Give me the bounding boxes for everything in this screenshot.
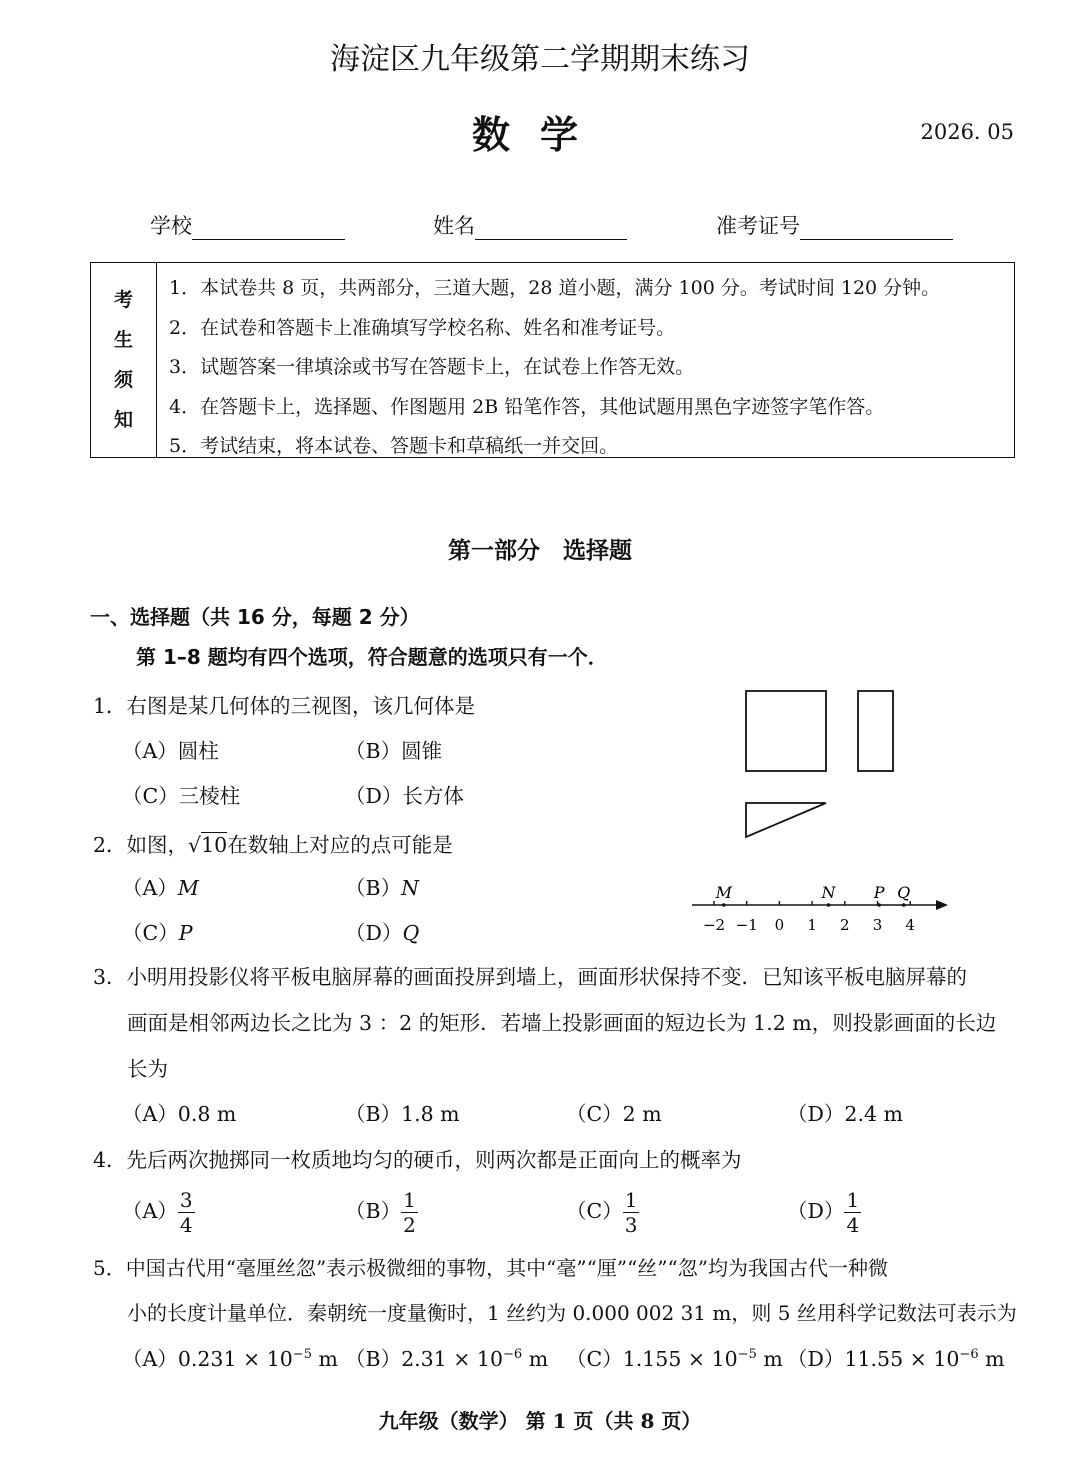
exam-date: 2026. 05 — [920, 120, 1014, 144]
side-view-rectangle — [858, 691, 893, 771]
number-line-tick-label: −2 — [702, 916, 726, 934]
q2-option-b[interactable]: （B）N — [345, 876, 420, 900]
notice-item: 2．在试卷和答题卡上准确填写学校名称、姓名和准考证号。 — [169, 316, 676, 339]
q2-option-c[interactable]: （C）P — [122, 921, 193, 945]
notice-item: 1．本试卷共 8 页，共两部分，三道大题，28 道小题，满分 100 分。考试时间 120 分钟。 — [169, 277, 941, 299]
q2-option-d[interactable]: （D）Q — [345, 921, 420, 945]
q3-line-2: 画面是相邻两边长之比为 3 ：2 的矩形．若墙上投影画面的短边长为 1.2 m，则投影画面的长边 — [127, 1011, 997, 1035]
sqrt-symbol: √ — [188, 833, 202, 857]
school-field — [150, 210, 345, 240]
q2-option-a[interactable]: （A）M — [122, 876, 199, 900]
sqrt-radicand: 10 — [201, 833, 228, 857]
number-line-point — [722, 903, 726, 907]
section-note: 第 1–8 题均有四个选项，符合题意的选项只有一个． — [136, 645, 608, 669]
number-line — [688, 878, 953, 938]
number-line-point-label: Q — [897, 883, 911, 902]
name-field — [433, 210, 627, 240]
q4-option-c[interactable]: （C） $\frac{1}{3}$ — [566, 1188, 638, 1237]
section-title: 一、选择题（共 16 分，每题 2 分） — [90, 605, 420, 629]
notice-label: 考 生 须 知 — [91, 263, 157, 457]
three-view-figure — [740, 685, 900, 845]
q1-option-c[interactable]: （C）三棱柱 — [122, 784, 241, 808]
number-line-point — [827, 903, 831, 907]
number-line-point — [902, 903, 906, 907]
q5-option-b[interactable]: $(B)2.31 \times 10^{-6}$ m — [345, 1347, 549, 1371]
q5-option-d[interactable]: $(D)11.55 \times 10^{-6}$ m — [787, 1347, 1005, 1371]
top-view-triangle — [746, 803, 826, 837]
number-line-tick-label: −1 — [735, 916, 758, 934]
q4-option-b[interactable]: （B） $\frac{1}{2}$ — [345, 1188, 416, 1237]
number-line-tick-label: 3 — [872, 916, 883, 934]
notice-item: 4．在答题卡上，选择题、作图题用 2B 铅笔作答，其他试题用黑色字迹签字笔作答。 — [169, 395, 885, 418]
q3-option-d[interactable]: （D）2.4 m — [787, 1102, 903, 1126]
exam-title: 海淀区九年级第二学期期末练习 — [330, 42, 750, 77]
notice-box — [90, 262, 1015, 458]
notice-item: 3．试题答案一律填涂或书写在答题卡上，在试卷上作答无效。 — [169, 356, 695, 378]
number-line-arrow — [936, 900, 948, 910]
q3-line-1: 3．小明用投影仪将平板电脑屏幕的画面投屏到墙上，画面形状保持不变．已知该平板电脑屏幕的 — [93, 965, 968, 989]
q3-line-3: 长为 — [127, 1057, 168, 1081]
q5-option-a[interactable]: $(A)0.231 \times 10^{-5}$ m — [122, 1347, 338, 1371]
front-view-square — [746, 691, 826, 771]
number-line-point — [877, 903, 881, 907]
subject-title: 数学 — [471, 112, 608, 157]
q4-option-d[interactable]: （D） $\frac{1}{4}$ — [787, 1188, 860, 1237]
q1-option-b[interactable]: （B）圆锥 — [345, 739, 443, 763]
part-title: 第一部分 选择题 — [448, 538, 632, 564]
exam-id-label: 准考证号 — [716, 214, 800, 238]
fraction: $\frac{3}{4}$ — [179, 1188, 193, 1237]
fraction: $\frac{1}{3}$ — [624, 1188, 638, 1237]
q3-option-c[interactable]: （C）2 m — [566, 1102, 662, 1126]
number-line-point-label: P — [873, 883, 885, 902]
q5-option-c[interactable]: $(C)1.155 \times 10^{-5}$ m — [566, 1347, 783, 1371]
q1-stem: 1．右图是某几何体的三视图，该几何体是 — [93, 694, 476, 718]
number-line-tick-label: 4 — [905, 916, 915, 934]
q1-option-d[interactable]: （D）长方体 — [345, 784, 464, 808]
name-blank[interactable] — [475, 219, 627, 240]
notice-item: 5．考试结束，将本试卷、答题卡和草稿纸一并交回。 — [169, 435, 619, 457]
number-line-point-label: N — [821, 883, 836, 902]
name-label: 姓名 — [433, 214, 475, 238]
q5-line-1: 5．中国古代用“毫厘丝忽”表示极微细的事物，其中“毫”“厘”“丝”“忽”均为我国古代一种微 — [93, 1256, 888, 1280]
number-line-tick-label: 2 — [840, 916, 850, 934]
q2-stem: 2．如图，√10在数轴上对应的点可能是 — [93, 833, 453, 857]
school-label: 学校 — [150, 214, 192, 238]
exam-id-field — [716, 210, 953, 240]
fraction: $\frac{1}{4}$ — [846, 1188, 860, 1237]
fraction: $\frac{1}{2}$ — [403, 1188, 416, 1237]
q1-option-a[interactable]: （A）圆柱 — [122, 739, 219, 763]
notice-items — [169, 269, 940, 467]
q3-option-a[interactable]: （A）0.8 m — [122, 1102, 237, 1126]
number-line-point-label: M — [715, 883, 733, 902]
school-blank[interactable] — [192, 219, 345, 240]
number-line-tick-label: 1 — [807, 916, 817, 934]
exam-id-blank[interactable] — [800, 219, 953, 240]
q5-line-2: 小的长度计量单位．秦朝统一度量衡时，1 丝约为 0.000 002 31 m，则 5 丝用科学记数法可表示为 — [127, 1301, 1017, 1325]
q3-option-b[interactable]: （B）1.8 m — [345, 1102, 460, 1126]
number-line-tick-label: 0 — [774, 916, 785, 934]
q4-stem: 4．先后两次抛掷同一枚质地均匀的硬币，则两次都是正面向上的概率为 — [93, 1148, 742, 1172]
q4-option-a[interactable]: （A） $\frac{3}{4}$ — [122, 1188, 193, 1237]
page-footer: 九年级（数学） 第 1 页（共 8 页） — [378, 1409, 702, 1433]
